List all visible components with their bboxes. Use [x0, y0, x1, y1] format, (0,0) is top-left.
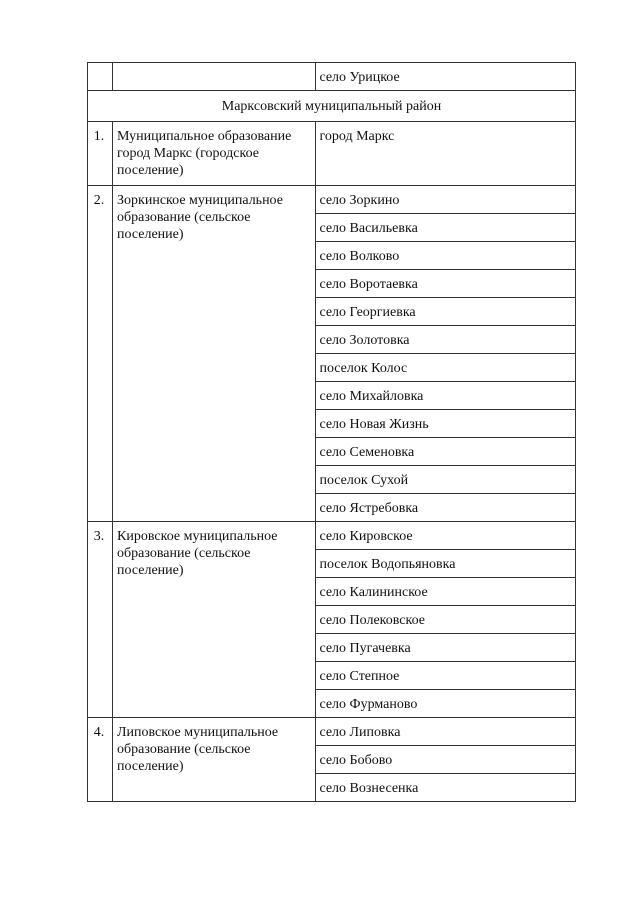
municipality-name: Липовское муниципальное образование (сельское поселение) [113, 718, 316, 802]
municipality-name-cell [113, 63, 316, 91]
settlement-cell: город Маркс [316, 122, 576, 186]
settlement-cell: поселок Сухой [316, 466, 576, 494]
district-header-row [88, 91, 576, 122]
settlement-cell: поселок Водопьяновка [316, 550, 576, 578]
settlement-cell: село Воротаевка [316, 270, 576, 298]
row-number: 3. [88, 522, 113, 718]
settlement-cell: село Кировское [316, 522, 576, 550]
number-cell [88, 63, 113, 91]
settlement-cell: село Бобово [316, 746, 576, 774]
settlement-cell: село Золотовка [316, 326, 576, 354]
table-row [88, 186, 576, 214]
settlement-cell: село Ястребовка [316, 494, 576, 522]
row-number: 1. [88, 122, 113, 186]
settlement-cell: село Волково [316, 242, 576, 270]
table-row [88, 718, 576, 746]
settlement-cell: село Фурманово [316, 690, 576, 718]
settlement-cell: поселок Колос [316, 354, 576, 382]
settlement-cell: село Михайловка [316, 382, 576, 410]
settlement-cell: село Полековское [316, 606, 576, 634]
settlement-cell: село Липовка [316, 718, 576, 746]
municipality-name: Кировское муниципальное образование (сельское поселение) [113, 522, 316, 718]
settlement-cell: село Пугачевка [316, 634, 576, 662]
settlement-cell: село Зоркино [316, 186, 576, 214]
settlement-cell: село Калининское [316, 578, 576, 606]
settlement-cell: село Семеновка [316, 438, 576, 466]
settlement-cell: село Степное [316, 662, 576, 690]
table-row [88, 122, 576, 186]
settlements-table [87, 62, 576, 802]
table-row [88, 522, 576, 550]
municipality-name: Зоркинское муниципальное образование (сельское поселение) [113, 186, 316, 522]
municipality-name: Муниципальное образование город Маркс (городское поселение) [113, 122, 316, 186]
table-row [88, 63, 576, 91]
settlement-cell: село Урицкое [316, 63, 576, 91]
row-number: 2. [88, 186, 113, 522]
settlement-cell: село Новая Жизнь [316, 410, 576, 438]
row-number: 4. [88, 718, 113, 802]
district-title: Марксовский муниципальный район [88, 91, 576, 122]
settlement-cell: село Георгиевка [316, 298, 576, 326]
settlement-cell: село Васильевка [316, 214, 576, 242]
settlement-cell: село Вознесенка [316, 774, 576, 802]
